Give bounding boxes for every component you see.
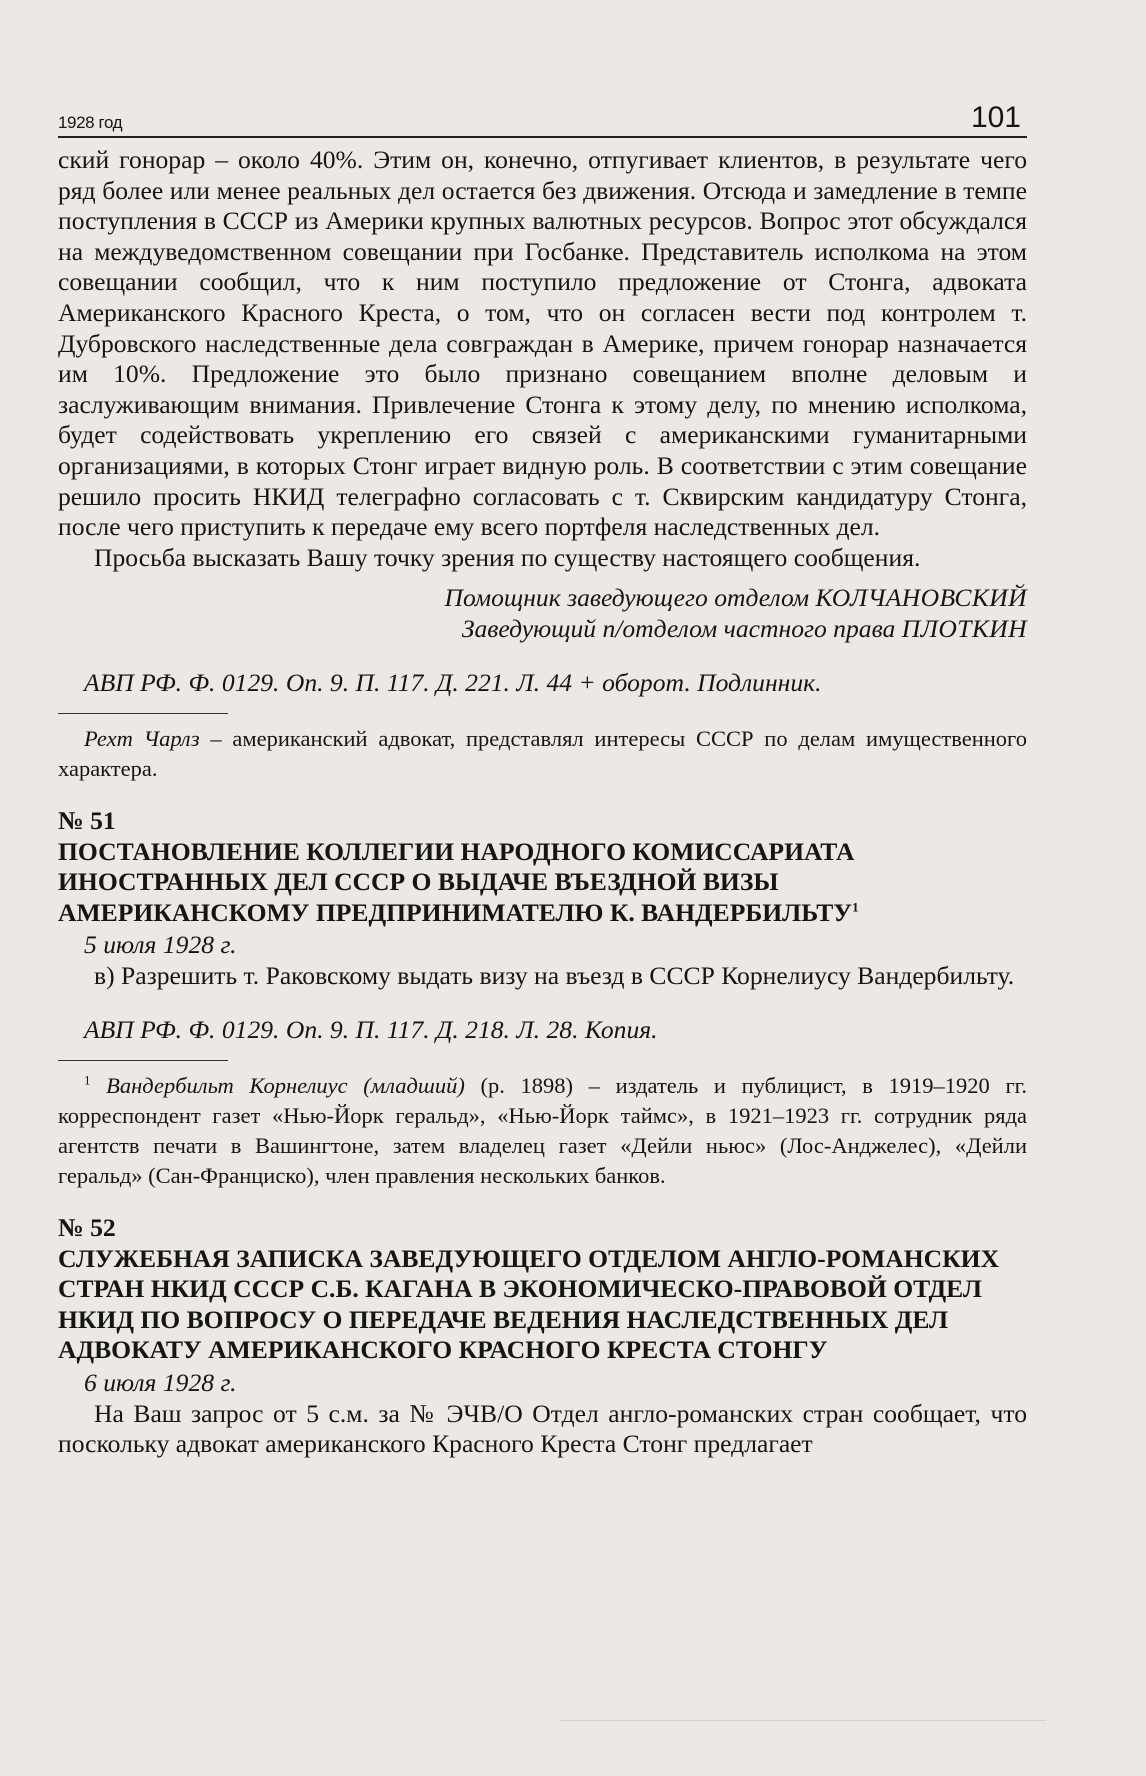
doc-52-title: СЛУЖЕБНАЯ ЗАПИСКА ЗАВЕДУЮЩЕГО ОТДЕЛОМ АНГЛО-РОМАНСКИХ СТРАН НКИД СССР С.Б. КАГАНА В ЭКОНОМИЧЕСКО-ПРАВОВОЙ ОТДЕЛ НКИД ПО ВОПРОСУ О ПЕРЕДАЧЕ ВЕДЕНИЯ НАСЛЕДСТВЕННЫХ ДЕЛ АДВОКАТУ АМЕРИКАНСКОГО КРАСНОГО КРЕСТА СТОНГУ <box>58 1243 1000 1365</box>
doc-51-title <box>58 837 1027 929</box>
doc-51-title-text: ПОСТАНОВЛЕНИЕ КОЛЛЕГИИ НАРОДНОГО КОМИССАРИАТА ИНОСТРАННЫХ ДЕЛ СССР О ВЫДАЧЕ ВЪЕЗДНОЙ ВИЗЫ АМЕРИКАНСКОМУ ПРЕДПРИНИМАТЕЛЮ К. ВАНДЕРБИЛЬТУ <box>58 836 855 927</box>
running-header <box>58 100 1027 138</box>
signature-role-2: Заведующий п/отделом частного права <box>461 614 896 644</box>
intro-paragraph: ский гонорар – около 40%. Этим он, конечно, отпугивает клиентов, в результате чего ряд более или менее реальных дел остается без движения. Отсюда и замедление в темпе поступления в СССР из Америки крупных валютных ресурсов. Вопрос этот обсуждался на междуведомственном совещании при Госбанке. Представитель исполкома на этом совещании сообщил, что к ним поступило предложение от Стонга, адвоката Американского Красного Креста, о том, что он согласен вести под контролем т. Дубровского наследственные дела совграждан в Америке, причем гонорар назначается им 10%. Предложение это было признано совещанием вполне деловым и заслуживающим внимания. Привлечение Стонга к этому делу, по мнению исполкома, будет содействовать укреплению его связей с американскими гуманитарными организациями, в которых Стонг играет видную роль. В соответствии с этим совещание решило просить НКИД телеграфно согласовать с т. Сквирским кандидатуру Стонга, после чего приступить к передаче ему всего портфеля наследственных дел. <box>58 145 1027 542</box>
doc-51-source: АВП РФ. Ф. 0129. Оп. 9. П. 117. Д. 218. Л. 28. Копия. <box>84 1015 658 1045</box>
signature-line-2 <box>58 613 1027 644</box>
doc-51-footnote-sup: 1 <box>84 1072 91 1088</box>
signature-name-1: КОЛЧАНОВСКИЙ <box>815 583 1027 613</box>
signature-line-1 <box>58 582 1027 613</box>
footnote-1-name: Рехт Чарлз <box>84 725 200 751</box>
footnote-rule-2 <box>58 1060 228 1061</box>
request-paragraph: Просьба высказать Вашу точку зрения по существу настоящего сообщения. <box>94 542 921 572</box>
page-content <box>58 145 1027 1460</box>
doc-51-date: 5 июля 1928 г. <box>84 930 237 960</box>
signature-role-1: Помощник заведующего отделом <box>444 583 810 613</box>
doc-51-footnote-name: Вандербильт Корнелиус (младший) <box>106 1073 465 1099</box>
doc-51-footnote <box>58 1071 1027 1191</box>
doc-52-body: На Ваш запрос от 5 с.м. за № ЭЧВ/О Отдел англо-романских стран сообщает, что поскольку адвокат американского Красного Креста Стонг предлагает <box>58 1398 1027 1459</box>
bleed-through <box>560 1720 1046 1721</box>
doc-51-title-sup: 1 <box>852 899 859 915</box>
doc-51-footnote-text: (р. 1898) – издатель и публицист, в 1919–1920 гг. корреспондент газет «Нью-Йорк геральд», «Нью-Йорк таймс», в 1921–1923 гг. сотрудник ряда агентств печати в Вашингтоне, затем владелец газет «Дейли ньюс» (Лос-Анджелес), «Дейли геральд» (Сан-Франциско), член правления нескольких банков. <box>58 1073 1027 1189</box>
signature-block <box>58 582 1027 644</box>
footnote-rule <box>58 713 228 714</box>
doc-51-body: в) Разрешить т. Раковскому выдать визу на въезд в СССР Корнелиусу Вандербильту. <box>94 960 1015 990</box>
doc-51-number: № 51 <box>58 805 116 835</box>
doc-52-number: № 52 <box>58 1213 116 1243</box>
footnote-1-text: – американский адвокат, представлял интересы СССР по делам имущественного характера. <box>58 725 1027 781</box>
footnote-1 <box>58 724 1027 784</box>
header-year: 1928 год <box>58 113 123 132</box>
doc-52-date: 6 июля 1928 г. <box>84 1368 237 1398</box>
archive-source-1: АВП РФ. Ф. 0129. Оп. 9. П. 117. Д. 221. Л. 44 + оборот. Подлинник. <box>84 668 822 698</box>
page-number: 101 <box>970 101 1021 134</box>
signature-name-2: ПЛОТКИН <box>901 614 1027 644</box>
